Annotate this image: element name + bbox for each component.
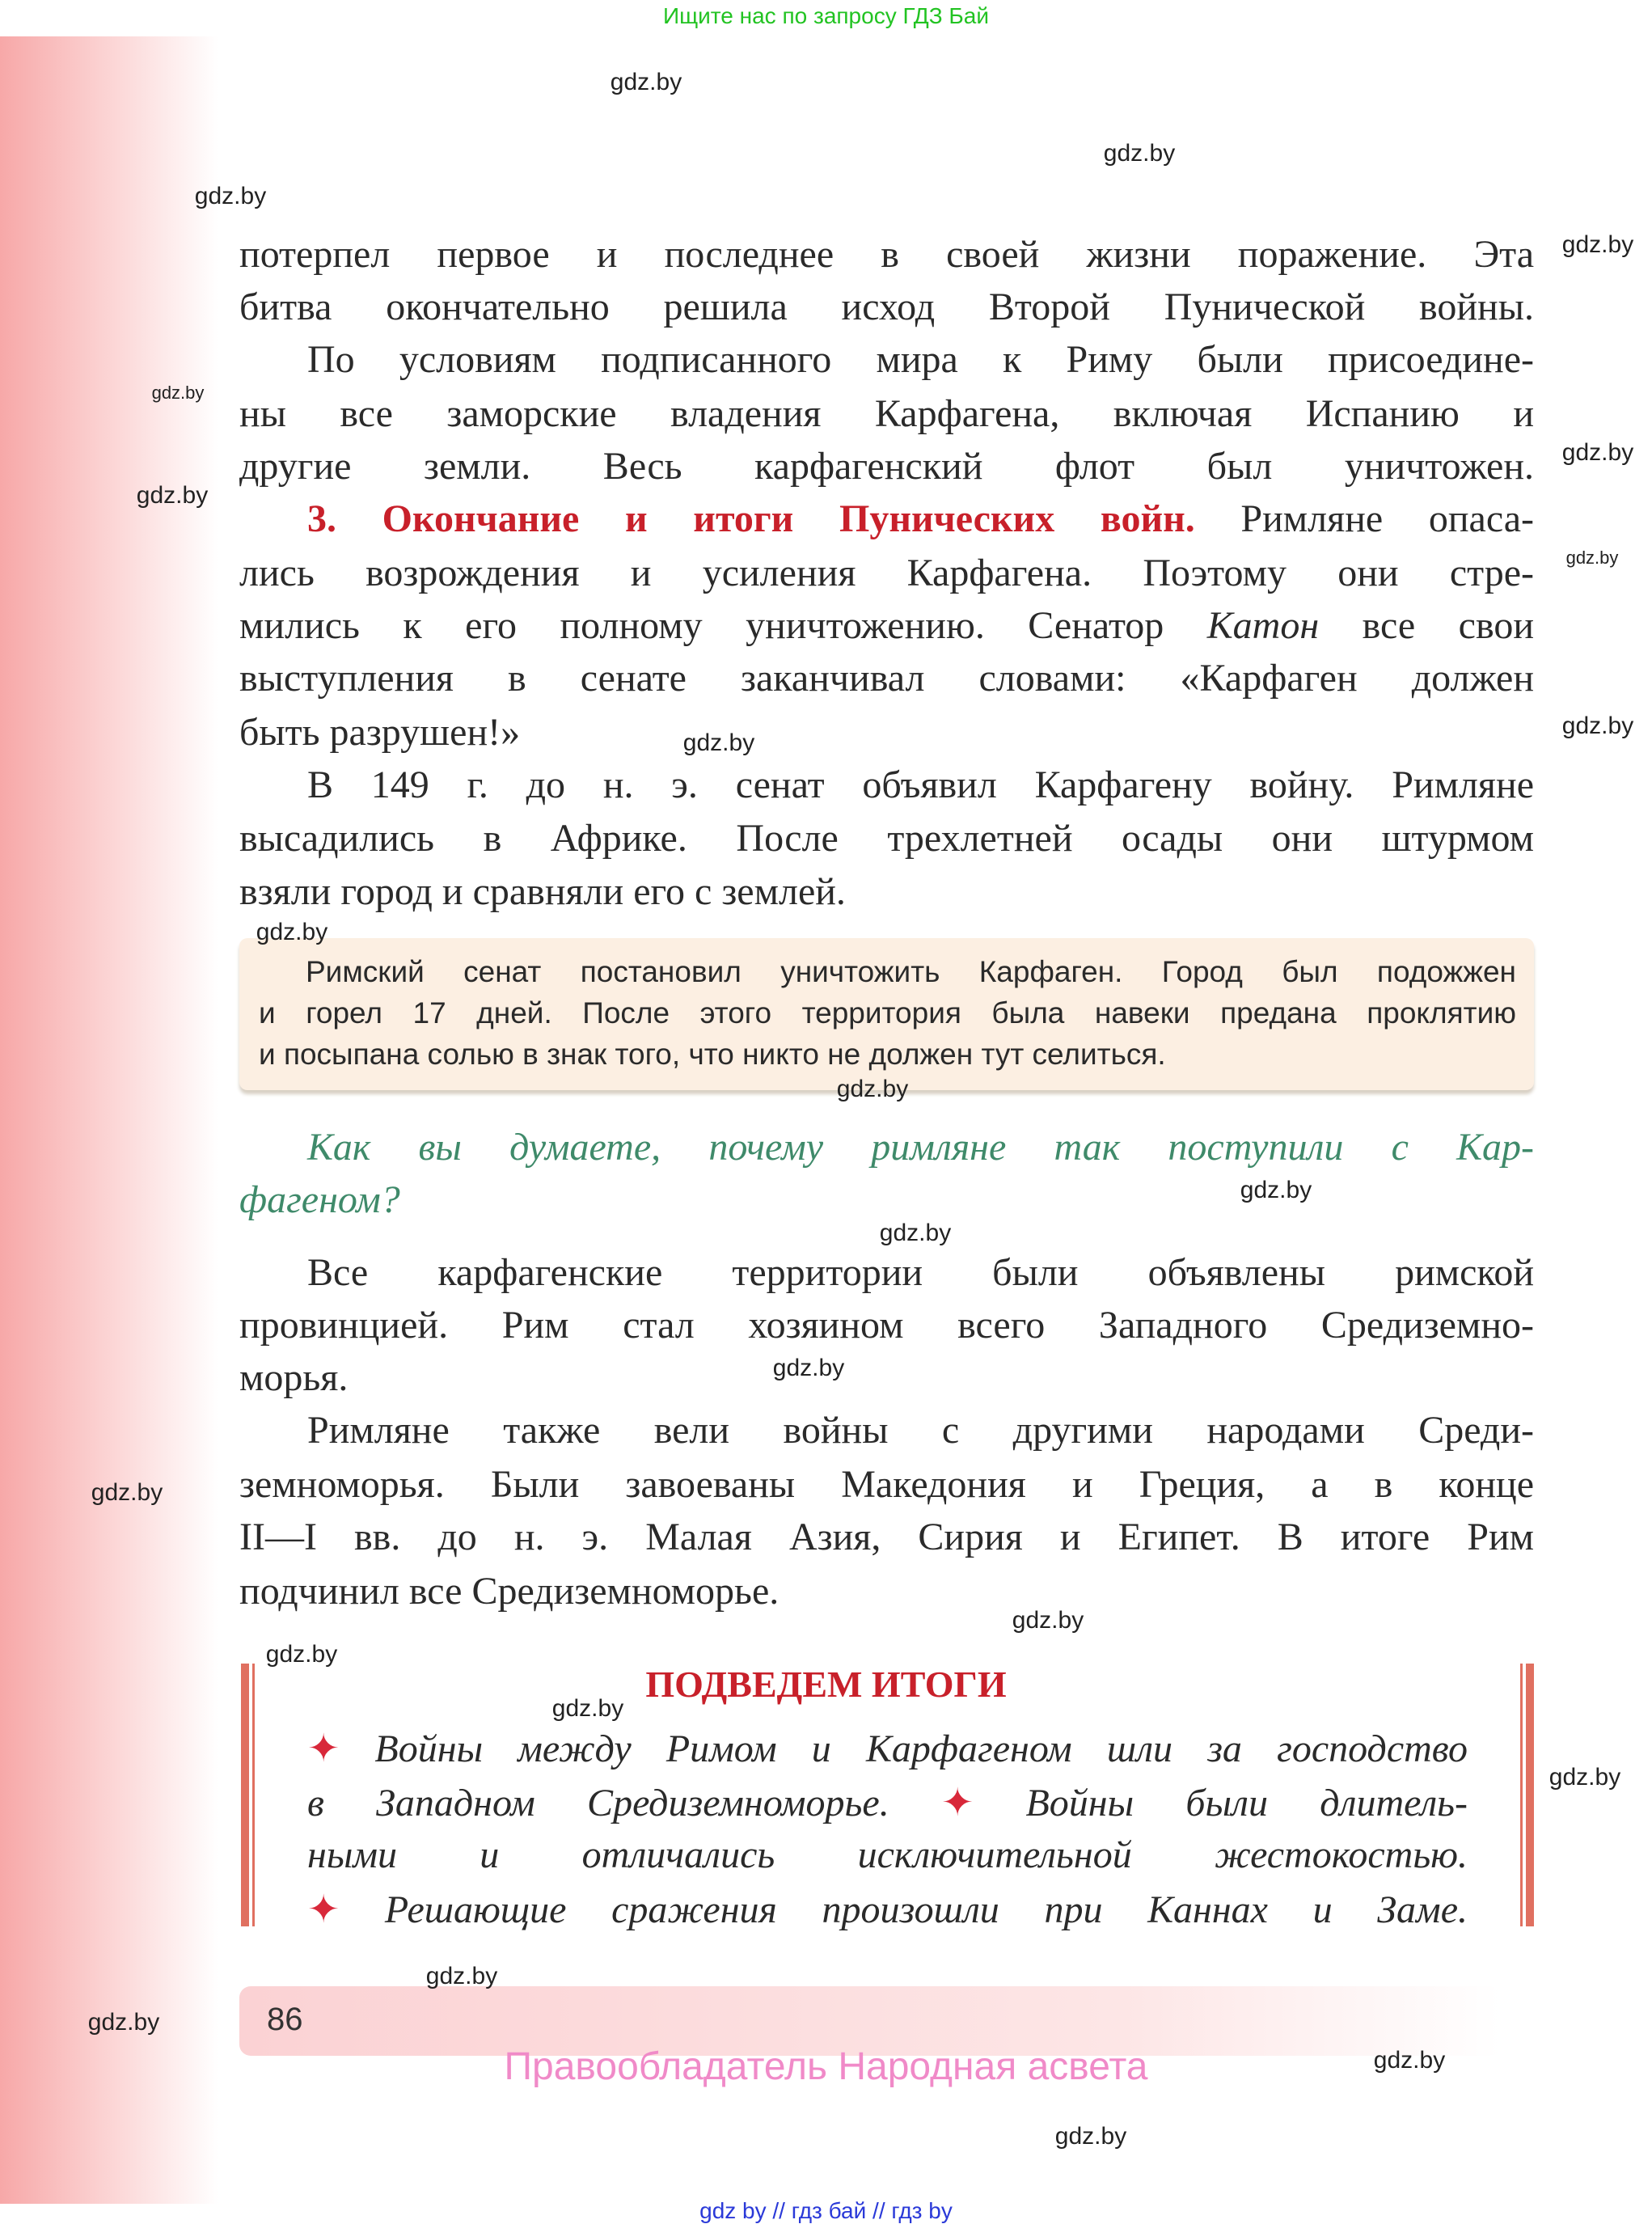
section-heading: 3. Окончание и итоги Пунических войн. [307,497,1195,540]
text-line [239,232,1534,277]
watermark: gdz.by [87,2009,160,2036]
watermark: gdz.by [1240,1177,1312,1203]
watermark: gdz.by [1054,2123,1127,2150]
italic-name: Катон [1206,604,1320,647]
text-line: земноморья. Были завоеваны Македония и Греция, а в конце [239,1463,1534,1506]
watermark: gdz.by [1548,1764,1621,1791]
text-segment: Решающие сражения произошли при Каннах и Заме. [340,1888,1468,1931]
watermark: gdz.by [1561,712,1634,739]
summary-line [307,1833,1468,1877]
text-line [239,710,1534,755]
text-segment: другие земли. Весь карфагенский флот был уничтожен. [239,445,1534,488]
text-segment: выступления в сенате заканчивал словами: «Карфаген должен [239,657,1534,700]
text-segment: ны все заморские владения Карфагена, включая Испанию и [239,392,1534,435]
text-segment: взяли город и сравняли его с землей. [239,870,846,913]
summary-title: ПОДВЕДЕМ ИТОГИ [645,1664,1007,1705]
watermark: gdz.by [256,919,328,945]
watermark: gdz.by [879,1220,952,1246]
text-line [307,497,1534,541]
watermark: gdz.by [1012,1607,1084,1634]
watermark: gdz.by [836,1076,909,1102]
text-line [239,869,1534,914]
bottom-watermark: gdz by // гдз бай // гдз by [699,2198,953,2223]
text-line [307,337,1534,382]
text-line: Все карфагенские территории были объявлены римской [307,1251,1534,1294]
text-line [239,444,1534,488]
text-line: морья. [239,1356,349,1399]
text-line: подчинил все Средиземноморье. [239,1570,780,1613]
watermark: gdz.by [1561,231,1634,258]
text-segment: высадились в Африке. После трехлетней осады они штурмом [239,817,1534,860]
text-segment: В 149 г. до н. э. сенат объявил Карфагену войну. Римляне [307,763,1534,806]
text-segment: Римляне опаса- [1194,497,1535,540]
page-number: 86 [267,2002,303,2037]
text-line: Римляне также вели войны с другими народами Среди- [307,1409,1534,1452]
text-line: провинцией. Рим стал хозяином всего Западного Средиземно- [239,1304,1534,1347]
text-line [239,285,1534,329]
summary-line [307,1780,1468,1825]
text-segment: ными и отличались исключительной жестокостью. [307,1833,1468,1876]
watermark: gdz.by [610,69,682,95]
text-line: II—I вв. до н. э. Малая Азия, Сирия и Египет. В итоге Рим [239,1516,1534,1558]
text-segment: битва окончательно решила исход Второй Пунической войны. [239,285,1534,328]
bullet-star-icon: ✦ [307,1727,340,1770]
watermark: gdz.by [425,1963,498,1989]
watermark: gdz.by [1373,2047,1446,2074]
text-segment: Войны были длитель- [974,1782,1468,1824]
text-segment: в Западном Средиземноморье. [307,1782,941,1824]
text-segment: мились к его полному уничтожению. Сенатор [239,604,1207,647]
watermark: gdz.by [1561,439,1634,466]
text-segment: лись возрождения и усиления Карфагена. Поэтому они стре- [239,552,1534,594]
text-line [239,603,1534,648]
bullet-star-icon: ✦ [307,1888,340,1931]
watermark: gdz.by [265,1641,338,1668]
watermark: gdz.by [1103,140,1176,167]
question-line: фагеном? [239,1178,400,1221]
text-line [239,656,1534,700]
text-segment: Войны между Римом и Карфагеном шли за господство [340,1727,1468,1770]
bullet-star-icon: ✦ [940,1782,974,1824]
watermark: gdz.by [772,1355,845,1381]
text-segment: быть разрушен!» [239,711,521,754]
text-segment: потерпел первое и последнее в своей жизни поражение. Эта [239,233,1534,276]
note-line: Римский сенат постановил уничтожить Карфаген. Город был подожжен [306,955,1516,988]
watermark: gdz.by [136,482,209,509]
top-watermark: Ищите нас по запросу ГДЗ Бай [662,3,990,28]
question-line: Как вы думаете, почему римляне так поступили с Кар- [307,1126,1534,1169]
note-line: и посыпана солью в знак того, что никто не должен тут селиться. [259,1038,1166,1071]
watermark: gdz.by [91,1479,163,1506]
page-edge-gradient [0,36,218,2204]
text-line [239,816,1534,860]
watermark: gdz.by [1565,548,1619,568]
text-segment: По условиям подписанного мира к Риму были присоедине- [307,338,1534,381]
note-line: и горел 17 дней. После этого территория была навеки предана проклятию [259,996,1516,1030]
watermark: gdz.by [682,729,755,756]
text-line [239,391,1534,436]
text-line [239,551,1534,595]
text-line [307,763,1534,807]
summary-line [307,1726,1468,1771]
text-segment: все свои [1319,604,1535,647]
watermark: gdz.by [151,383,205,403]
watermark: gdz.by [194,183,267,209]
watermark: gdz.by [551,1695,624,1722]
copyright-holder: Правообладатель Народная асвета [504,2045,1148,2088]
summary-line [307,1887,1468,1932]
